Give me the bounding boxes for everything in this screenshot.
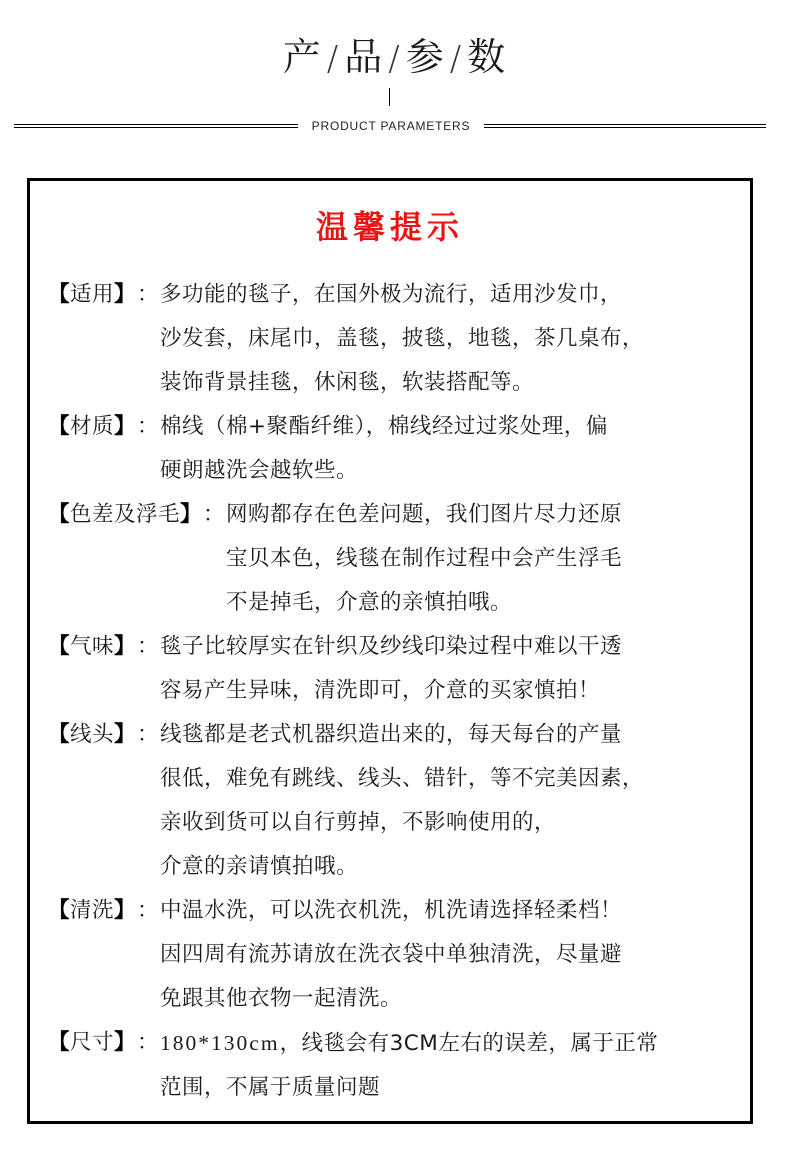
section-body [160,625,744,713]
page-subtitle: PRODUCT PARAMETERS [311,119,471,133]
section-line: 容易产生异味，清洗即可，介意的买家慎拍！ [160,678,601,703]
section-line: 免跟其他衣物一起清洗。 [160,986,403,1011]
section-line: 中温水洗，可以洗衣机洗，机洗请选择轻柔档！ [160,898,623,923]
section-colon: ： [203,502,226,527]
section-line: 介意的亲请慎拍哦。 [160,854,359,879]
section-colon: ： [137,1030,160,1055]
section-line: 因四周有流苏请放在洗衣袋中单独清洗，尽量避 [160,942,623,967]
section-usage [48,273,744,405]
section-line: 网购都存在色差问题，我们图片尽力还原 [226,502,623,527]
title-char: 数 [467,35,508,79]
section-line: 棉线（棉+聚酯纤维），棉线经过过浆处理，偏 [160,414,608,439]
section-line: 不是掉毛，介意的亲慎拍哦。 [226,590,513,615]
title-separator: / [388,39,402,79]
section-line: 线毯都是老式机器织造出来的，每天每台的产量 [160,722,623,747]
title-separator: / [326,39,341,79]
section-body [160,713,744,889]
section-label: 【材质】 [48,414,137,439]
section-color-difference [48,493,744,625]
section-colon: ： [137,414,160,439]
double-rule-right [484,124,766,128]
section-line: 毯子比较厚实在针织及纱线印染过程中难以干透 [160,634,623,659]
notice-sections [48,273,744,1110]
title-separator: / [449,39,464,79]
page-title [0,30,790,86]
section-label: 【线头】 [48,722,137,747]
title-char: 产 [282,35,323,79]
section-loose-threads [48,713,744,889]
section-line: 亲收到货可以自行剪掉，不影响使用的， [160,810,557,835]
section-colon: ： [137,722,160,747]
double-rule-left [14,124,298,128]
title-char: 参 [405,35,446,79]
section-line: 多功能的毯子，在国外极为流行，适用沙发巾， [160,282,623,307]
section-label: 【清洗】 [48,898,137,923]
section-label: 【尺寸】 [48,1030,137,1055]
section-colon: ： [137,634,160,659]
section-colon: ： [137,898,160,923]
section-label: 【适用】 [48,282,137,307]
section-washing [48,889,744,1021]
section-line: 沙发套，床尾巾，盖毯，披毯，地毯，茶几桌布， [160,326,645,351]
section-line: 硬朗越洗会越软些。 [160,458,359,483]
section-label: 【色差及浮毛】 [48,502,203,527]
section-body [160,1021,744,1110]
section-body [160,889,744,1021]
section-colon: ： [137,282,160,307]
notice-box [27,178,753,1124]
section-label: 【气味】 [48,634,137,659]
section-line: 宝贝本色，线毯在制作过程中会产生浮毛 [226,546,623,571]
section-odor [48,625,744,713]
notice-title: 温馨提示 [315,208,464,246]
section-material [48,405,744,493]
size-value: 180*130cm [160,1031,280,1055]
section-body [160,273,744,405]
section-body [226,493,744,625]
title-char: 品 [344,35,385,79]
section-line: 范围，不属于质量问题 [160,1075,381,1100]
section-line: 很低，难免有跳线、线头、错针，等不完美因素， [160,766,645,791]
section-body [160,405,744,493]
section-size [48,1021,744,1110]
title-divider-tick [389,88,390,106]
section-line: 装饰背景挂毯，休闲毯，软装搭配等。 [160,370,535,395]
section-line: 180*130cm，线毯会有3CM左右的误差，属于正常 [160,1031,659,1056]
